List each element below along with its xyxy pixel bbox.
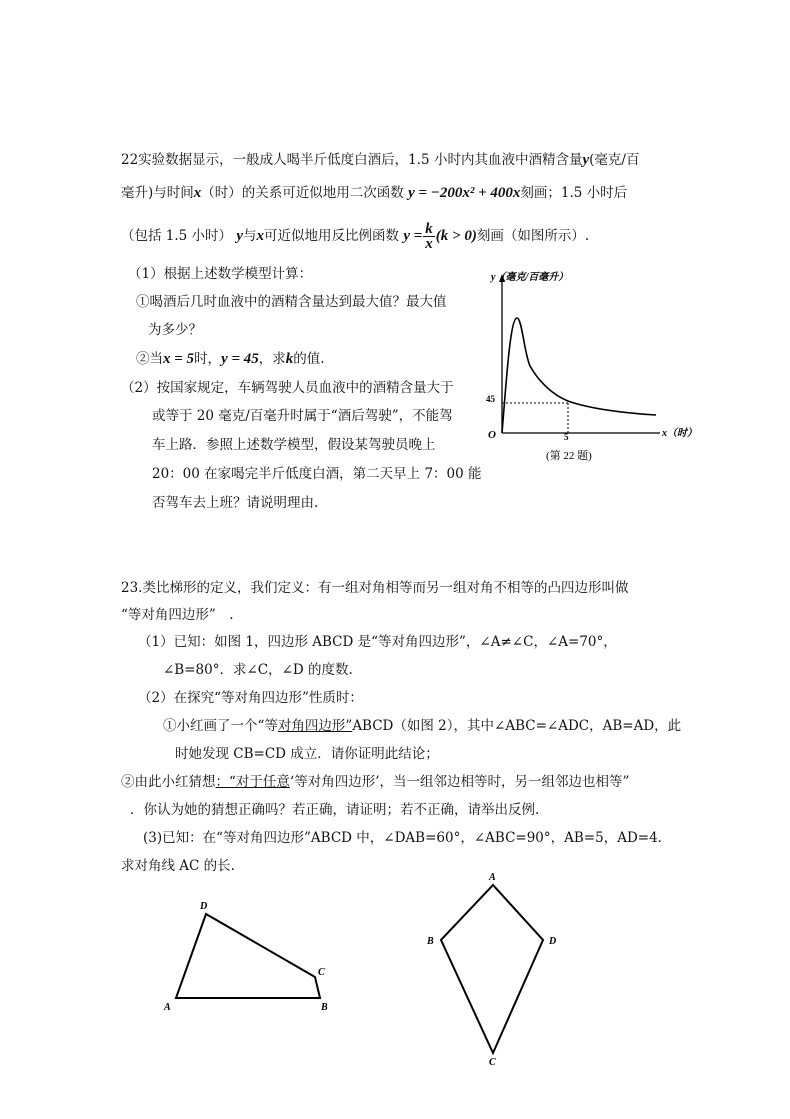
tick-label-5: 5 [564, 432, 569, 442]
q23-part-3: (3)已知：在“等对角四边形”ABCD 中，∠DAB=60°，∠ABC=90°，AB=5，AD=4． [143, 830, 672, 846]
figure-2 [420, 865, 570, 1070]
fraction-numerator: k [425, 221, 433, 237]
q22-part-2-line-5: 否驾车去上班？请说明理由. [152, 495, 319, 511]
vertex-label-c: C [318, 967, 325, 978]
q23-underlined-text: ：“对于任意 [215, 774, 290, 790]
q22-part-2-line-1: （2）按国家规定，车辆驾驶人员血液中的酒精含量大于 [121, 380, 454, 396]
q22-text: 刻画（如图所示）. [476, 228, 590, 244]
math-k: k [285, 351, 294, 367]
fraction-denominator: x [425, 236, 433, 252]
q23-line-1: 23.类比梯形的定义，我们定义：有一组对角相等而另一组对角不相等的凸四边形叫做 [121, 580, 629, 596]
graph-caption: (第 22 题) [546, 450, 592, 462]
q22-text: （时）的关系可近似地用二次函数 [201, 185, 404, 201]
q22-part-2-line-4: 20：00 在家喝完半斤低度白酒，第二天早上 7：00 能 [152, 466, 482, 482]
vertex-label-b: B [427, 936, 434, 947]
kite-abcd [441, 885, 543, 1053]
q22-text: 的值. [293, 351, 325, 367]
q23-part-2a-cont: 时她发现 CB=CD 成立．请你证明此结论； [175, 746, 439, 762]
q23-part-2b-cont: ．你认为她的猜想正确吗？若正确，请证明；若不正确，请举出反例. [130, 802, 540, 818]
vertex-label-a: A [489, 872, 496, 883]
math-y-eq-45: y = 45 [221, 351, 259, 367]
q22-part-2-line-2: 或等于 20 毫克/百毫升时属于“酒后驾驶”，不能驾 [152, 408, 453, 424]
math-x: x [193, 185, 202, 201]
q22-line-2 [121, 183, 627, 203]
q23-line-2: “等对角四边形” . [121, 607, 234, 623]
q23-text: ①小红画了一个“等 [163, 718, 278, 734]
quadrilateral-abcd [176, 914, 320, 998]
q22-text: （包括 1.5 小时） [121, 228, 233, 244]
concentration-curve [502, 318, 656, 433]
q23-part-1: （1）已知：如图 1，四边形 ABCD 是“等对角四边形”，∠A≠∠C，∠A=70°， [138, 634, 617, 650]
origin-label: O [488, 429, 496, 441]
math-x-eq-5: x = 5 [163, 351, 195, 367]
q23-part-1-cont: ∠B=80°．求∠C，∠D 的度数. [163, 662, 353, 678]
vertex-label-d: D [200, 901, 208, 912]
alcohol-graph [484, 266, 714, 466]
q22-text: (毫克/百 [589, 152, 640, 168]
vertex-label-c: C [489, 1057, 496, 1068]
q22-text: 刻画；1.5 小时后 [520, 185, 628, 201]
q23-part-3-cont: 求对角线 AC 的长. [121, 858, 235, 874]
q22-text: ，求 [258, 351, 286, 367]
vertex-label-b: B [321, 1002, 328, 1013]
q23-part-2a [163, 716, 681, 736]
tick-label-45: 45 [486, 394, 495, 404]
q22-text: 22实验数据显示，一般成人喝半斤低度白酒后，1.5 小时内其血液中酒精含量 [121, 152, 583, 168]
q22-text: 与 [243, 228, 257, 244]
y-axis-label: y（毫克/百毫升） [491, 272, 569, 283]
q23-part-2: （2）在探究“等对角四边形”性质时： [138, 690, 363, 706]
q22-part-2-line-3: 车上路．参照上述数学模型，假设某驾驶员晚上 [152, 437, 436, 453]
fraction-k-over-x [423, 222, 435, 251]
q23-text: ‘等对角四边形’，当一组邻边相等时，另一组邻边也相等” [289, 774, 630, 790]
vertex-label-a: A [164, 1002, 171, 1013]
q22-line-1 [121, 150, 639, 170]
q22-line-3 [121, 221, 589, 251]
x-axis-label: x（时） [662, 428, 697, 439]
q22-part-1a: ①喝酒后几时血液中的酒精含量达到最大值？最大值 [136, 294, 447, 310]
q23-part-2b [121, 772, 629, 792]
math-y: y [582, 152, 590, 168]
k-condition: (k > 0) [435, 228, 477, 244]
inverse-function-lhs: y = [403, 228, 423, 244]
q22-part-1: （1）根据上述数学模型计算： [128, 266, 313, 282]
math-x: x [256, 228, 265, 244]
q22-text: 毫升)与时间 [121, 185, 194, 201]
q22-part-1a-cont: 为多少？ [148, 322, 202, 338]
figure-1 [160, 895, 340, 1020]
q22-text: 时， [194, 351, 222, 367]
vertex-label-d: D [549, 936, 557, 947]
q22-part-1b [136, 349, 325, 369]
quadratic-function: y = −200x² + 400x [408, 185, 521, 201]
q23-text: ABCD（如图 2），其中∠ABC=∠ADC，AB=AD，此 [352, 718, 682, 734]
q22-text: ②当 [136, 351, 163, 367]
q23-underlined-text: 对角四边形” [277, 718, 353, 734]
math-y: y [236, 228, 244, 244]
q23-text: ②由此小红猜想 [121, 774, 216, 790]
q22-text: 可近似地用反比例函数 [264, 228, 400, 244]
